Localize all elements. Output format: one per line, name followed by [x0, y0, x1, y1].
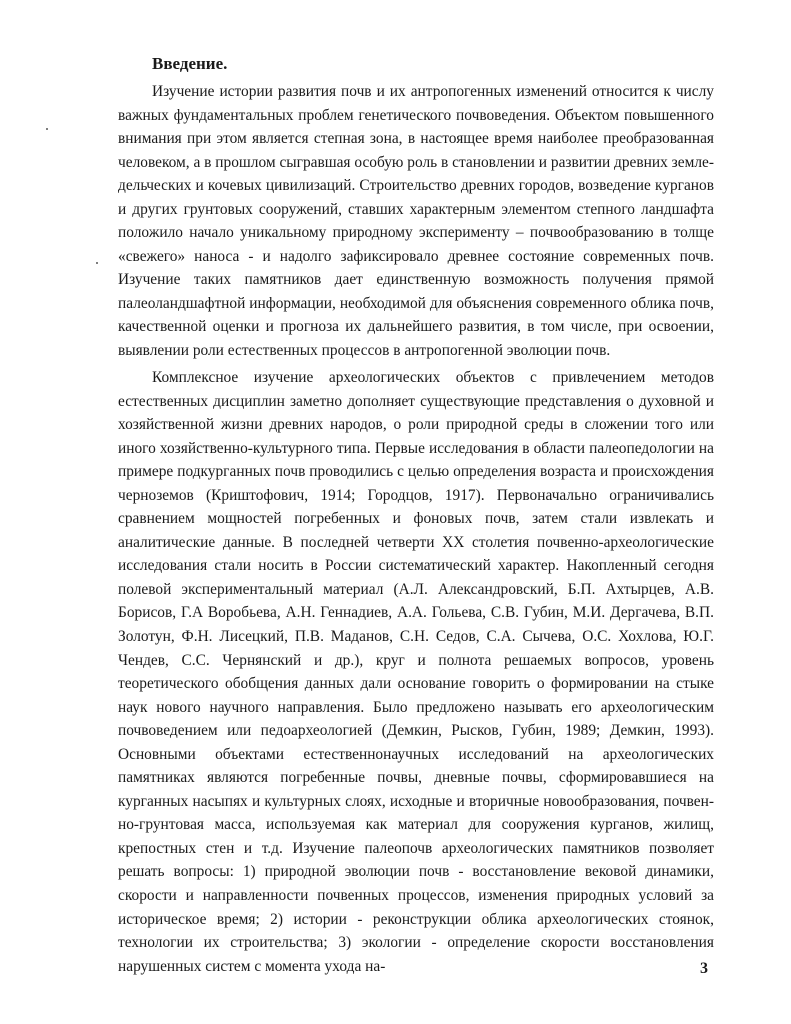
paragraph-archaeology: Комплексное изучение археологических объектов с привлечением методов естественных дисциплин заметно дополняет существующие представления о духовной и хозяйственной жизни древних народов, о роли природной среды в сложении того или иного хозяйственно-культурного типа. Первые исследования в области палеопедологии на примере подкурганных почв проводились с целью определения возраста и происхождения черноземов (Криштофович, 1914; Городцов, 1917). Первоначально ограничивались сравнением мощностей погребенных и фоновых почв, затем стали извлекать и аналитические данные. В последней четверти XX столетия почвенно-археологические исследования стали носить в России систематический характер. Накопленный сегодня полевой экспериментальный материал (А.Л. Александровский, Б.П. Ахтырцев, А.В. Борисов, Г.А Воробьева, А.Н. Геннадиев, А.А. Гольева, С.В. Губин, М.И. Дергачева, В.П. Золотун, Ф.Н. Лисецкий, П.В. Маданов, С.Н. Седов, С.А. Сычева, О.С. Хохлова, Ю.Г. Чендев, С.С. Чернянский и др.), круг и полнота решаемых вопросов, уровень теоретического обобщения данных дали основание говорить о формировании на стыке наук нового научного направления. Было предложено называть его археологическим почвоведением или педоархеологией (Демкин, Рысков, Губин, 1989; Демкин, 1993). Основными объектами естественнонаучных исследований на археологических памятниках являются погребенные почвы, дневные почвы, сформировавшиеся на курганных насыпях и культурных слоях, исходные и вторичные новообразования, почвенно-грунтовая масса, используемая как материал для сооружения курганов, жилищ, крепостных стен и т.д. Изучение палеопочв археологических памятников позволяет решать вопросы: 1) природной эволюции почв - восстановление вековой динамики, скорости и направленности почвенных процессов, изменения природных условий за историческое время; 2) истории - реконструкции облика археологических стоянок, технологии их строительства; 3) экологии - определение скорости восстановления нарушенных систем с момента ухода на- [118, 369, 714, 975]
paragraph-intro: Изучение истории развития почв и их антропогенных изменений относится к числу важных фундаментальных проблем генетического почвоведения. Объектом повышенного внимания при этом является степная зона, в настоящее время наиболее преобразованная человеком, а в прошлом сыгравшая особую роль в становлении и развитии древних земледельческих и кочевых цивилизаций. Строительство древних городов, возведение курганов и других грунтовых сооружений, ставших характерным элементом степного ландшафта положило начало уникальному природному эксперименту – почвообразованию в толще «свежего» наноса - и надолго зафиксировало древнее состояние современных почв. Изучение таких памятников дает единственную возможность получения прямой палеоландшафтной информации, необходимой для объяснения современного облика почв, качественной оценки и прогноза их дальнейшего развития, в том числе, при освоении, выявлении роли естественных процессов в антропогенной эволюции почв. [118, 83, 714, 360]
page-number: 3 [700, 960, 708, 977]
scan-speck [46, 128, 48, 130]
section-heading: Введение. [152, 54, 228, 73]
scan-speck [96, 262, 98, 264]
